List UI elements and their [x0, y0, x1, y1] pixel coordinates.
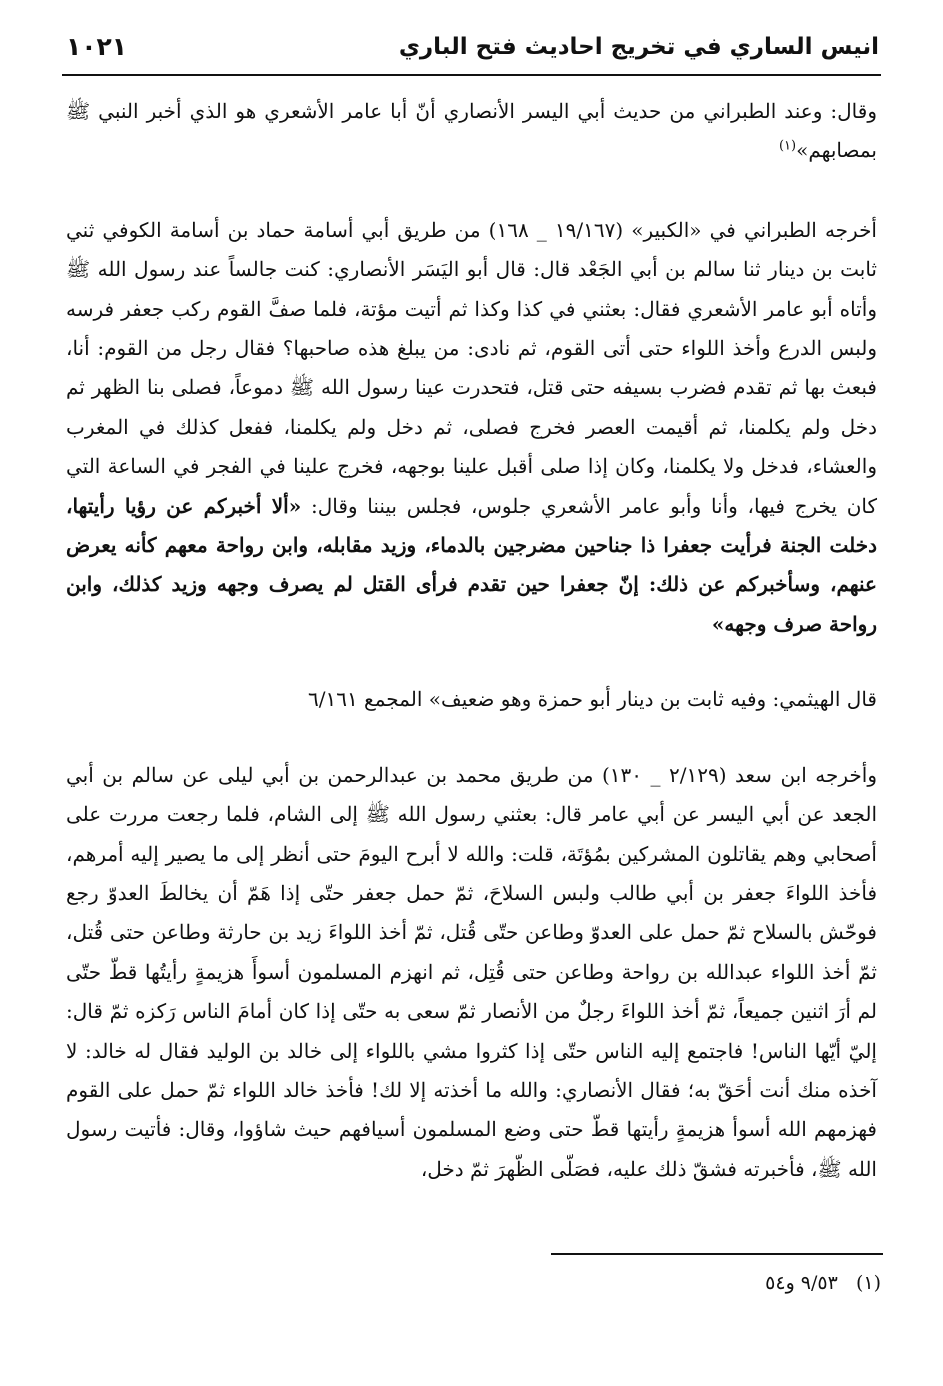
footnote-separator [551, 1253, 883, 1255]
ibn-saad-takhrij-paragraph [66, 756, 877, 1189]
tabarani-narration-text: أخرجه الطبراني في «الكبير» (١٩/١٦٧ _ ١٦٨) من طريق أبي أسامة حماد بن أسامة الكوفي ثني ثابت بن دينار ثنا سالم بن أبي الجَعْد قال: قال أبو اليَسَر الأنصاري: كنت جالساً عند رسول الله ﷺ وأتاه أبو عامر الأشعري فقال: بعثني في كذا وكذا ثم أتيت مؤتة، فلما صفَّ القوم ركب جعفر فرسه ولبس الدرع وأخذ اللواء حتى أتى القوم، ثم نادى: من يبلغ هذه صاحبها؟ فقال رجل من القوم: أنا، فبعث بها ثم تقدم فضرب بسيفه حتى قتل، فتحدرت عينا رسول الله ﷺ دموعاً، فصلى بنا الظهر ثم دخل ولم يكلمنا، ثم أقيمت العصر فخرج فصلى، ثم دخل ولم يكلمنا، ففعل كذلك في المغرب والعشاء، فدخل ولا يكلمنا، وكان إذا صلى أقبل علينا بوجهه، فخرج علينا في الفجر في الساعة التي كان يخرج فيها، وأنا وأبو عامر الأشعري جلوس، فجلس بيننا وقال: [66, 217, 878, 518]
footnote-text: ٩/٥٣ و٥٤ [765, 1272, 838, 1294]
quote-text: وقال: وعند الطبراني من حديث أبي اليسر الأنصاري أنّ أبا عامر الأشعري هو الذي أخبر النبي ﷺ بمصابهم» [66, 99, 877, 163]
ibn-saad-narration-text: وأخرجه ابن سعد (٢/١٢٩ _ ١٣٠) من طريق محمد بن عبدالرحمن بن أبي ليلى عن سالم بن أبي الجعد عن أبي اليسر عن أبي عامر قال: بعثني رسول الله ﷺ إلى الشام، فلما رجعت مررت على أصحابي وهم يقاتلون المشركين بمُؤتَة، قلت: والله لا أبرح اليومَ حتى أنظر إلى ما يصير إليه أمرهم، فأخذ اللواءَ جعفر بن أبي طالب ولبس السلاحَ، ثمّ حمل جعفر حتّى إذا هَمّ أن يخالطَ العدوّ رجع فوحّش بالسلاح ثمّ حمل على العدوّ وطاعن حتّى قُتل، ثمّ أخذ اللواءَ زيد بن حارثة وطاعن حتى قُتل، ثمّ أخذ اللواء عبدالله بن رواحة وطاعن حتى قُتِل، ثم انهزم المسلمون أسوأَ هزيمةٍ رأيتُها قطّ حتّى لم أرَ اثنين جميعاً، ثمّ أخذ اللواءَ رجلٌ من الأنصار ثمّ سعى به حتّى إذا كان أمامَ الناس رَكزه ثمّ قال: إليّ أيّها الناس! فاجتمع إليه الناس حتّى إذا كثروا مشي باللواء إلى خالد بن الوليد فقال له خالد: لا آخذه منك أنت أحَقّ به؛ فقال الأنصاري: والله ما أخذته إلا لك! فأخذ خالد اللواء ثمّ حمل على القوم فهزمهم الله أسوأ هزيمةٍ رأيتها قطّ حتى وضع المسلمون أسيافهم حيث شاؤوا، وقال: فأتيت رسول الله ﷺ، فأخبرته فشقّ ذلك عليه، فصَلّى الظّهرَ ثمّ دخل، [66, 762, 877, 1181]
footnote-marker: (١) [855, 1272, 881, 1294]
footnote [66, 1268, 881, 1298]
body-text [66, 92, 877, 1189]
footnotes [66, 1268, 881, 1298]
prophet-dream-quote: «ألا أخبركم عن رؤيا رأيتها، دخلت الجنة فرأيت جعفرا ذا جناحين مضرجين بالدماء، وزيد مقابله، وابن رواحة معهم كأنه يعرض عنهم، وسأخبركم عن ذلك: إنّ جعفرا حين تقدم فرأى القتل لم يصرف وجهه وزيد كذلك، وابن رواحة صرف وجهه» [66, 493, 877, 636]
running-title: انيس الساري في تخريج احاديث فتح الباري [398, 34, 879, 60]
paragraph-gap [66, 644, 877, 680]
tabarani-takhrij-paragraph [66, 211, 877, 644]
quote-paragraph [66, 92, 877, 171]
page-header [62, 30, 881, 76]
footnote-reference: (١) [778, 138, 797, 154]
paragraph-gap [66, 171, 877, 211]
haythami-note-text: قال الهيثمي: وفيه ثابت بن دينار أبو حمزة وهو ضعيف» المجمع ٦/١٦١ [307, 687, 877, 712]
page-number: ١٠٢١ [66, 32, 128, 61]
haythami-note [66, 680, 877, 719]
paragraph-gap [66, 720, 877, 756]
